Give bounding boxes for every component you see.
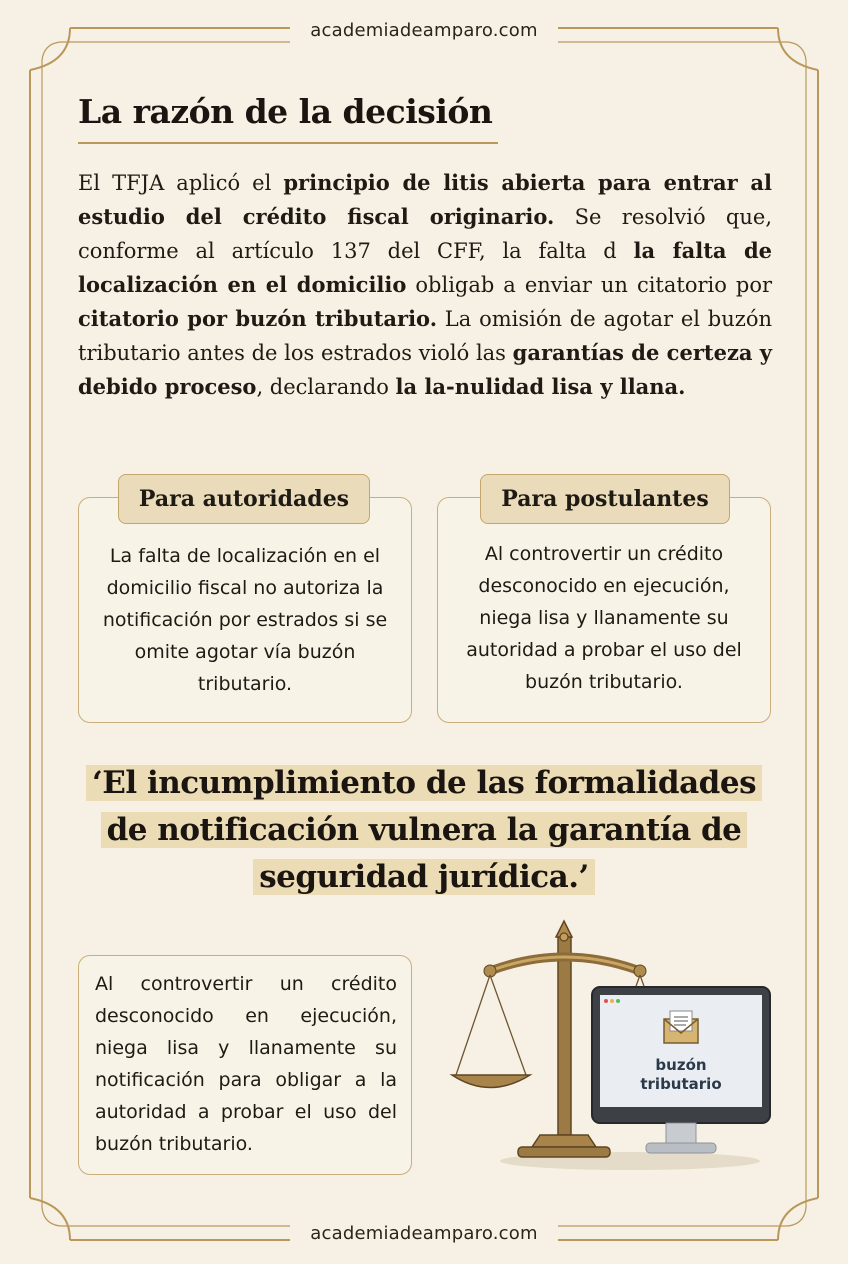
quote-block — [60, 760, 788, 901]
card-autoridades-heading: Para autoridades — [118, 474, 370, 524]
monitor-label-line-2: tributario — [640, 1075, 722, 1093]
quote-line-2: de notificación vulnera la garantía de — [101, 812, 748, 848]
paragraph-text-5: , declarando — [256, 375, 396, 399]
paragraph-text-2: Se resolvió que, conforme al artículo 137 del CFF, la falta d — [78, 205, 772, 263]
bottom-card — [78, 955, 412, 1175]
quote-line-3: seguridad jurídica.’ — [253, 859, 595, 895]
decision-paragraph — [78, 166, 772, 404]
title-underline — [78, 142, 498, 144]
paragraph-bold-2: la falta de localización en el domicilio — [78, 238, 772, 297]
paragraph-text-4: La omisión de agotar el buzón tributario antes de los estrados violó las — [78, 307, 772, 365]
bottom-card-text: Al controvertir un crédito desconocido en ejecución, niega lisa y llanamente su notificación para obligar a la autoridad a probar el uso del buzón tributario. — [95, 973, 397, 1155]
paragraph-bold-4: garantías de certeza y debido proceso — [78, 340, 772, 399]
paragraph-bold-3: citatorio por buzón tributario. — [78, 306, 438, 331]
card-postulantes-text: Al controvertir un crédito desconocido en ejecución, niega lisa y llanamente su autoridad a probar el uso del buzón tributario. — [466, 543, 742, 693]
header-site-url[interactable]: academiadeamparo.com — [310, 20, 538, 41]
monitor-label-line-1: buzón — [655, 1056, 707, 1074]
card-autoridades-text: La falta de localización en el domicilio fiscal no autoriza la notificación por estrados si se omite agotar vía buzón tributario. — [102, 545, 388, 695]
card-autoridades — [78, 497, 412, 723]
illustration — [440, 915, 790, 1175]
card-postulantes — [437, 497, 771, 723]
card-postulantes-heading: Para postulantes — [480, 474, 730, 524]
paragraph-text-1: El TFJA aplicó el — [78, 171, 284, 195]
paragraph-text-3: obligab a enviar un citatorio por — [406, 273, 772, 297]
paragraph-bold-5: la la-nulidad lisa y llana. — [395, 374, 686, 399]
page-title: La razón de la decisión — [78, 92, 493, 131]
quote-line-1: ‘El incumplimiento de las formalidades — [86, 765, 762, 801]
footer-site-url[interactable]: academiadeamparo.com — [310, 1223, 538, 1244]
paragraph-bold-1: principio de litis abierta para entrar al estudio del crédito fiscal originario. — [78, 170, 773, 229]
